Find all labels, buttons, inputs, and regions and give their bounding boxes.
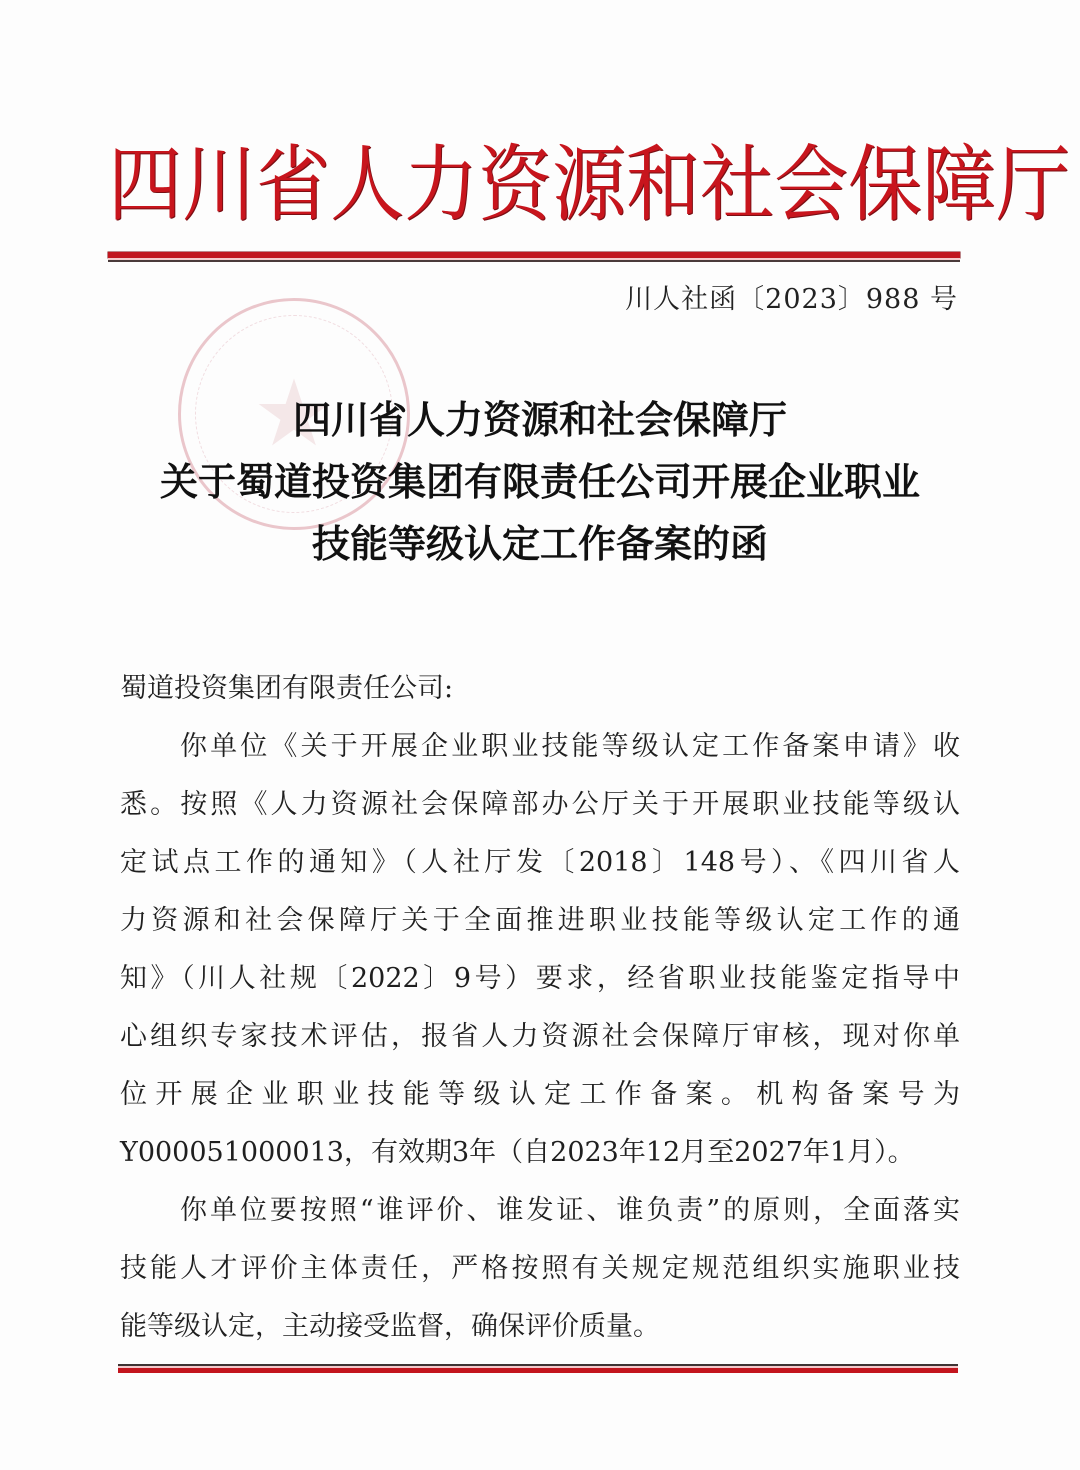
masthead-org-name: 四川省人力资源和社会保障厅	[108, 140, 1070, 232]
document-title	[100, 390, 980, 576]
title-line: 技能等级认定工作备案的函	[311, 524, 768, 566]
title-line: 关于蜀道投资集团有限责任公司开展企业职业	[159, 462, 920, 504]
paragraph-line: 技能人才评价主体责任，严格按照有关规定规范组织实施职业技	[120, 1253, 960, 1284]
paragraph-line: 心组织专家技术评估，报省人力资源社会保障厅审核，现对你单	[120, 1021, 960, 1052]
paragraph-2	[120, 1182, 960, 1356]
paragraph-line: 你单位《关于开展企业职业技能等级认定工作备案申请》收	[180, 731, 960, 762]
paragraph-1	[120, 718, 960, 1182]
paragraph-line: 知》（川人社规〔2022〕9号）要求，经省职业技能鉴定指导中	[120, 963, 960, 994]
document-number: 川人社函〔2023〕988 号	[625, 284, 958, 315]
footer-divider	[118, 1364, 958, 1373]
masthead-divider	[108, 252, 960, 262]
star-icon: ★	[252, 360, 336, 467]
salutation: 蜀道投资集团有限责任公司:	[120, 673, 454, 704]
paragraph-line: 力资源和社会保障厅关于全面推进职业技能等级认定工作的通	[120, 905, 960, 936]
document-body	[120, 660, 960, 1356]
paragraph-line: 悉。按照《人力资源社会保障部办公厅关于开展职业技能等级认	[120, 789, 960, 820]
paragraph-line: 位开展企业职业技能等级认定工作备案。机构备案号为	[120, 1079, 960, 1110]
masthead	[108, 138, 1070, 234]
paragraph-line: Y000051000013，有效期3年（自2023年12月至2027年1月）。	[120, 1137, 915, 1168]
paragraph-line: 定试点工作的通知》（人社厅发〔2018〕148号）、《四川省人	[120, 847, 960, 878]
title-line: 四川省人力资源和社会保障厅	[292, 400, 787, 442]
paragraph-line: 能等级认定，主动接受监督，确保评价质量。	[120, 1311, 660, 1342]
paragraph-line: 你单位要按照“谁评价、谁发证、谁负责”的原则，全面落实	[180, 1195, 960, 1226]
